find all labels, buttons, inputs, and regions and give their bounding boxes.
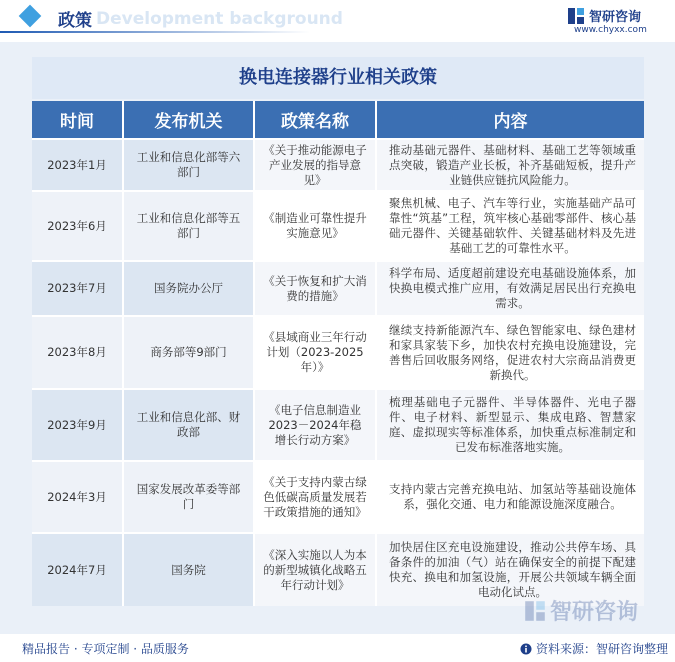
cell-agency: 国家发展改革委等部门 xyxy=(124,462,255,532)
cell-agency: 工业和信息化部、财政部 xyxy=(124,390,255,460)
cell-policy: 《电子信息制造业2023－2024年稳增长行动方案》 xyxy=(255,390,377,460)
header-watermark: Development background xyxy=(96,9,343,29)
cell-content: 聚焦机械、电子、汽车等行业，实施基础产品可靠性“筑基”工程，筑牢核心基础零部件、核心基础元器件、关键基础软件、关键基础材料及先进基础工艺的可靠性水平。 xyxy=(377,192,644,260)
brand-name: 智研咨询 xyxy=(589,10,642,25)
cell-content: 推动基础元器件、基础材料、基础工艺等领域重点突破，锻造产业长板，补齐基础短板，提升产业链供应链抗风险能力。 xyxy=(377,140,644,190)
footer-slogan: 精品报告 · 专项定制 · 品质服务 xyxy=(22,642,189,656)
cell-policy: 《深入实施以人为本的新型城镇化战略五年行动计划》 xyxy=(255,534,377,606)
cell-policy: 《关于支持内蒙古绿色低碳高质量发展若干政策措施的通知》 xyxy=(255,462,377,532)
cell-time: 2023年6月 xyxy=(32,192,124,260)
table-header-row xyxy=(32,101,644,138)
table-row xyxy=(32,460,644,532)
cell-agency: 工业和信息化部等六部门 xyxy=(124,140,255,190)
cell-time: 2023年9月 xyxy=(32,390,124,460)
header-agency: 发布机关 xyxy=(124,101,255,138)
source-text: 资料来源：智研咨询整理 xyxy=(536,642,669,656)
cell-time: 2023年8月 xyxy=(32,317,124,388)
header-divider xyxy=(0,31,310,33)
watermark-text: 智研咨询 xyxy=(550,600,639,625)
cell-policy: 《关于推动能源电子产业发展的指导意见》 xyxy=(255,140,377,190)
brand-logo-icon xyxy=(567,7,585,25)
policy-table xyxy=(32,101,644,606)
info-icon xyxy=(520,643,532,655)
cell-agency: 国务院 xyxy=(124,534,255,606)
cell-time: 2023年7月 xyxy=(32,262,124,315)
cell-content: 加快居住区充电设施建设，推动公共停车场、具备条件的加油（气）站在确保安全的前提下配建快充、换电和加氢设施，开展公共领域车辆全面电动化试点。 xyxy=(377,534,644,606)
table-row xyxy=(32,388,644,460)
page-footer xyxy=(0,634,675,662)
table-row xyxy=(32,315,644,388)
footer-source xyxy=(520,640,668,657)
brand xyxy=(567,6,641,25)
cell-time: 2023年1月 xyxy=(32,140,124,190)
cell-agency: 商务部等9部门 xyxy=(124,317,255,388)
table-title: 换电连接器行业相关政策 xyxy=(32,57,644,99)
cell-time: 2024年3月 xyxy=(32,462,124,532)
page-header xyxy=(0,0,675,38)
cell-content: 梳理基础电子元器件、半导体器件、光电子器件、电子材料、新型显示、集成电路、智慧家庭、虚拟现实等标准体系，加快重点标准制定和已发布标准落地实施。 xyxy=(377,390,644,460)
cell-content: 科学布局、适度超前建设充电基础设施体系，加快换电模式推广应用，有效满足居民出行充换电需求。 xyxy=(377,262,644,315)
cell-policy: 《关于恢复和扩大消费的措施》 xyxy=(255,262,377,315)
watermark-logo-icon xyxy=(524,600,546,622)
cell-policy: 《县域商业三年行动计划（2023-2025年）》 xyxy=(255,317,377,388)
cell-policy: 《制造业可靠性提升实施意见》 xyxy=(255,192,377,260)
header-policy: 政策名称 xyxy=(255,101,377,138)
bottom-watermark xyxy=(524,595,638,626)
header-content: 内容 xyxy=(493,112,528,132)
section-title: 政策 xyxy=(58,11,92,31)
cell-agency: 国务院办公厅 xyxy=(124,262,255,315)
header-time: 时间 xyxy=(32,101,124,138)
table-row xyxy=(32,260,644,315)
brand-url: www.chyxx.com xyxy=(574,25,647,35)
diamond-icon xyxy=(19,5,42,28)
table-row xyxy=(32,190,644,260)
cell-agency: 工业和信息化部等五部门 xyxy=(124,192,255,260)
cell-content: 支持内蒙古完善充换电站、加氢站等基础设施体系，强化交通、电力和能源设施深度融合。 xyxy=(377,462,644,532)
cell-time: 2024年7月 xyxy=(32,534,124,606)
cell-content: 继续支持新能源汽车、绿色智能家电、绿色建材和家具家装下乡，加快农村充换电设施建设，完善售后回收服务网络，促进农村大宗商品消费更新换代。 xyxy=(377,317,644,388)
table-row xyxy=(32,138,644,190)
